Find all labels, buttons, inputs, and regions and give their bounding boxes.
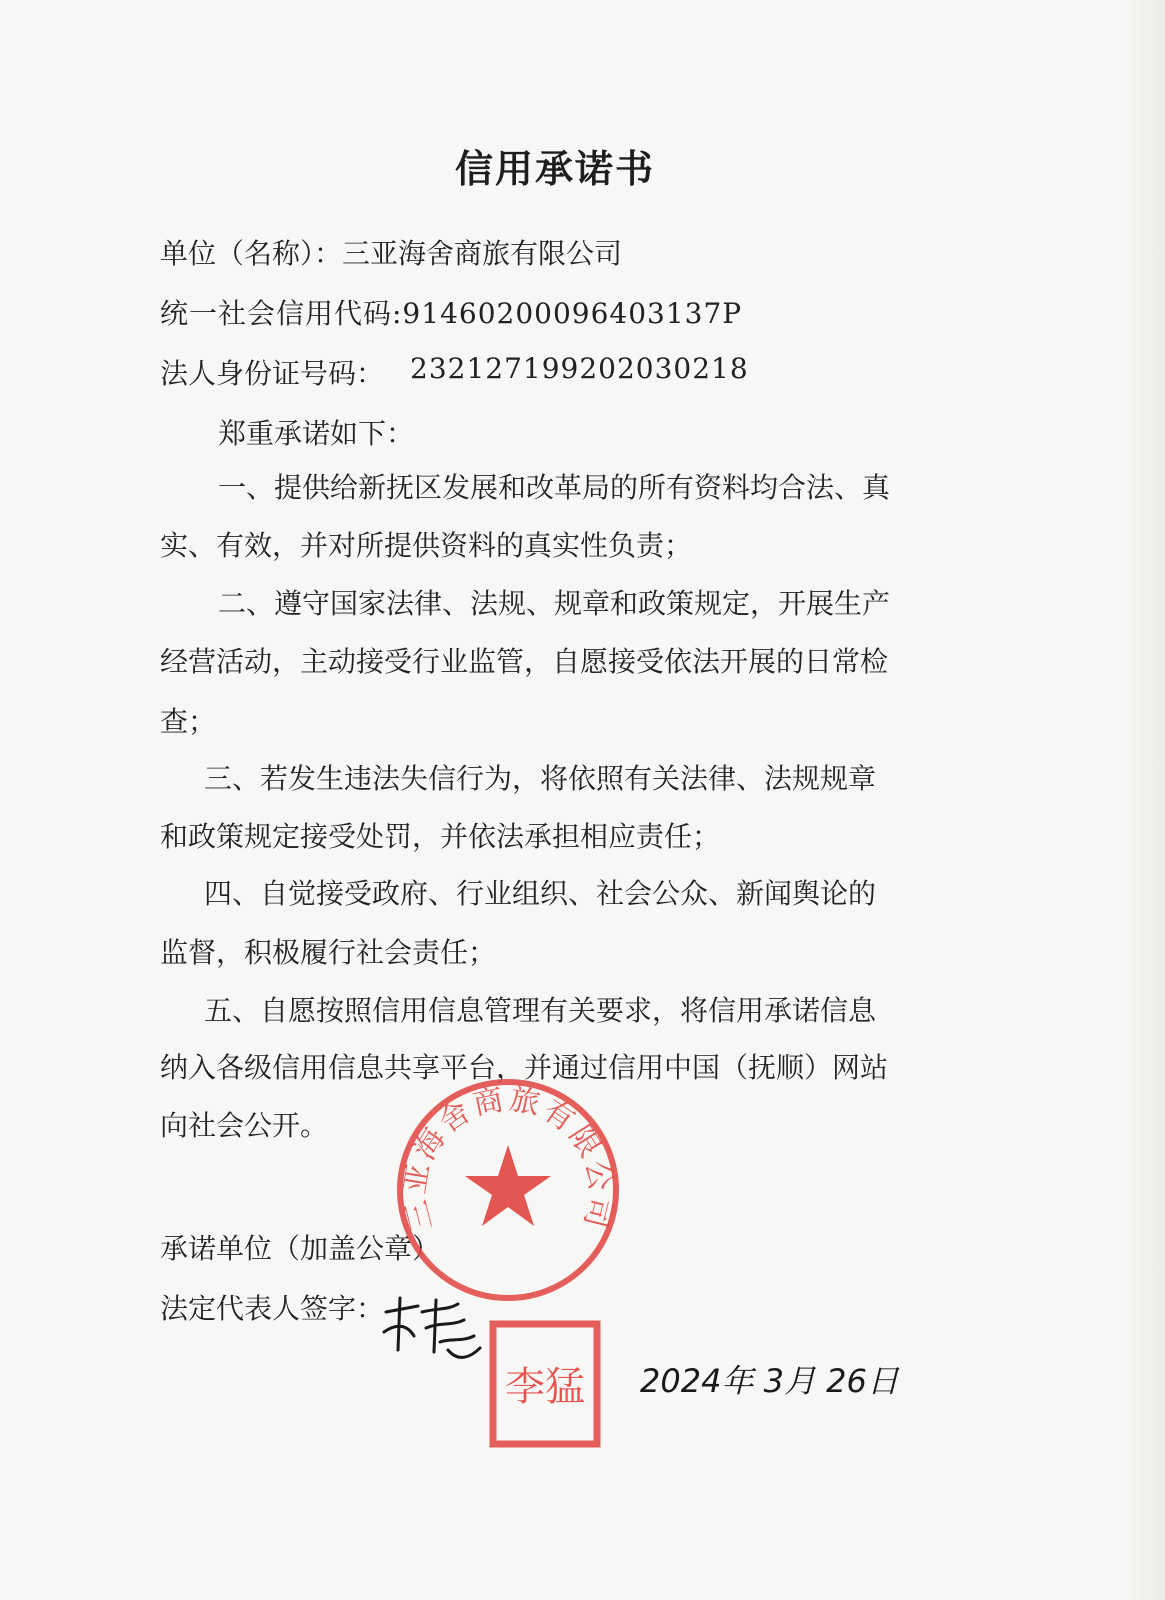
credit-code-line: 统一社会信用代码:91460200096403137P [160, 297, 743, 330]
clause-5-line-1: 五、自愿按照信用信息管理有关要求，将信用承诺信息 [204, 994, 877, 1027]
clause-3-line-1: 三、若发生违法失信行为，将依照有关法律、法规规章 [204, 762, 877, 795]
clause-1-line-1: 一、提供给新抚区发展和改革局的所有资料均合法、真 [218, 471, 891, 504]
page-edge-shadow [1125, 0, 1165, 1600]
clause-5-line-2: 纳入各级信用信息共享平台，并通过信用中国（抚顺）网站 [160, 1051, 889, 1084]
clause-2-line-1: 二、遵守国家法律、法规、规章和政策规定，开展生产 [218, 587, 891, 620]
id-value: 232127199202030218 [410, 352, 749, 385]
seal-star-icon [465, 1145, 551, 1226]
clause-4-line-1: 四、自觉接受政府、行业组织、社会公众、新闻舆论的 [204, 877, 877, 910]
clause-5-line-3: 向社会公开。 [160, 1109, 329, 1142]
promising-unit-label: 承诺单位（加盖公章） [160, 1232, 441, 1265]
chop-text: 李猛 [505, 1364, 585, 1410]
clause-3-line-2: 和政策规定接受处罚，并依法承担相应责任； [160, 820, 721, 853]
intro-line: 郑重承诺如下： [218, 417, 415, 450]
clause-4-line-2: 监督，积极履行社会责任； [160, 936, 497, 969]
personal-chop [489, 1320, 601, 1448]
signing-date: 2024年 3月 26日 [640, 1362, 899, 1400]
id-label: 法人身份证号码： [160, 357, 385, 390]
handwritten-signature [378, 1292, 488, 1372]
company-seal [393, 1075, 623, 1305]
clause-2-line-2: 经营活动，主动接受行业监管，自愿接受依法开展的日常检 [160, 645, 889, 678]
seal-text: 三亚海舍商旅有限公司 [397, 1081, 619, 1235]
legal-rep-signature-label: 法定代表人签字： [160, 1292, 385, 1325]
document-title: 信用承诺书 [454, 146, 655, 191]
clause-2-line-3: 查； [160, 705, 217, 738]
clause-1-line-2: 实、有效，并对所提供资料的真实性负责； [160, 529, 693, 562]
unit-name-line: 单位（名称）：三亚海舍商旅有限公司 [160, 237, 623, 270]
